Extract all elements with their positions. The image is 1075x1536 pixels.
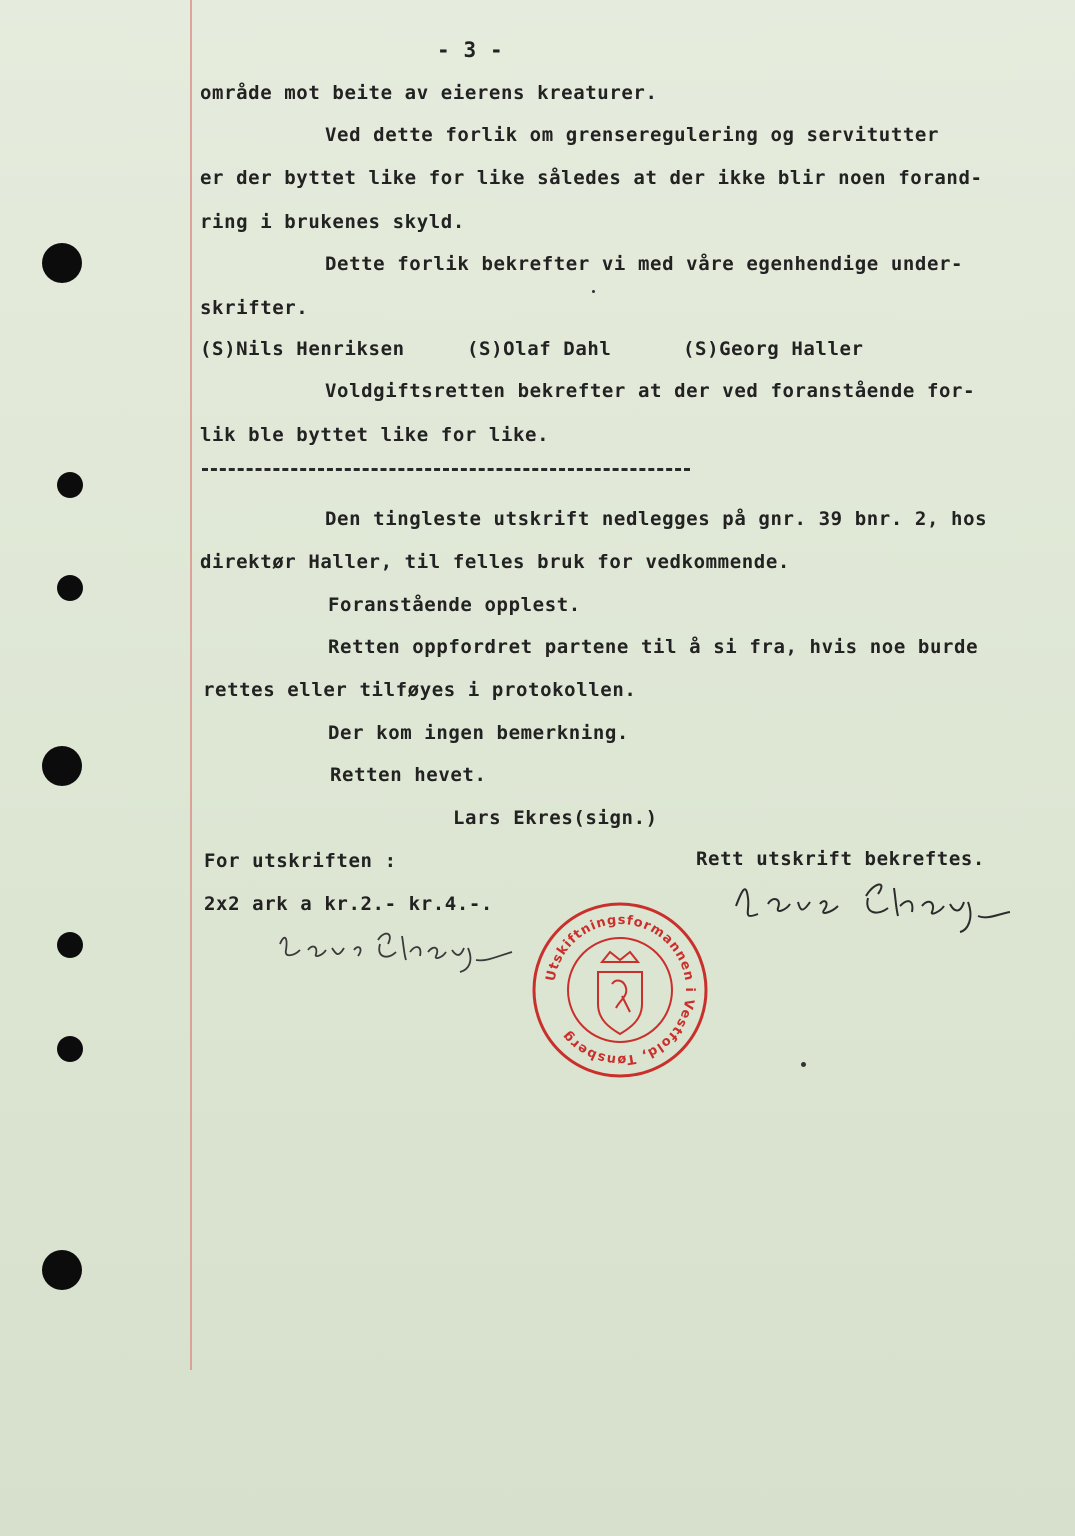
text-line: lik ble byttet like for like. <box>200 424 550 446</box>
punch-hole <box>57 1036 83 1062</box>
text-line: Retten hevet. <box>330 764 487 786</box>
signatory-name: (S)Nils Henriksen <box>200 338 405 360</box>
ink-dot <box>592 290 595 293</box>
handwritten-signature <box>728 868 1028 938</box>
certification-text: Rett utskrift bekreftes. <box>696 848 985 870</box>
signatory-name: (S)Georg Haller <box>683 338 864 360</box>
handwritten-signature <box>270 924 540 974</box>
text-line: Den tingleste utskrift nedlegges på gnr. 39 bnr. 2, hos <box>325 508 988 530</box>
official-stamp <box>530 900 710 1080</box>
text-line: Voldgiftsretten bekrefter at der ved foranstående for- <box>325 380 976 402</box>
fee-line: 2x2 ark a kr.2.- kr.4.-. <box>204 893 493 915</box>
svg-text:Utskiftningsformannen i Vestfo <box>544 913 697 1067</box>
dashed-separator <box>202 468 690 471</box>
judge-signature-text: Lars Ekres(sign.) <box>453 807 658 829</box>
ink-dot <box>801 1062 806 1067</box>
punch-hole <box>42 746 82 786</box>
text-line: er der byttet like for like således at der ikke blir noen forand- <box>200 167 983 189</box>
punch-hole <box>57 932 83 958</box>
text-line: ring i brukenes skyld. <box>200 211 465 233</box>
text-line: rettes eller tilføyes i protokollen. <box>203 679 637 701</box>
text-line: direktør Haller, til felles bruk for vedkommende. <box>200 551 790 573</box>
punch-hole <box>42 1250 82 1290</box>
text-line: Ved dette forlik om grenseregulering og servitutter <box>325 124 939 146</box>
signatory-name: (S)Olaf Dahl <box>467 338 612 360</box>
page-number: - 3 - <box>437 38 504 62</box>
copy-label: For utskriften : <box>204 850 397 872</box>
punch-hole <box>42 243 82 283</box>
punch-hole <box>57 472 83 498</box>
margin-rule <box>190 0 192 1370</box>
text-line: område mot beite av eierens kreaturer. <box>200 82 658 104</box>
punch-hole <box>57 575 83 601</box>
text-line: Retten oppfordret partene til å si fra, hvis noe burde <box>328 636 979 658</box>
text-line: skrifter. <box>200 297 309 319</box>
text-line: Foranstående opplest. <box>328 594 581 616</box>
stamp-legend: Utskiftningsformannen i Vestfold, Tønsberg <box>543 912 698 1068</box>
text-line: Dette forlik bekrefter vi med våre egenhendige under- <box>325 253 964 275</box>
text-line: Der kom ingen bemerkning. <box>328 722 629 744</box>
